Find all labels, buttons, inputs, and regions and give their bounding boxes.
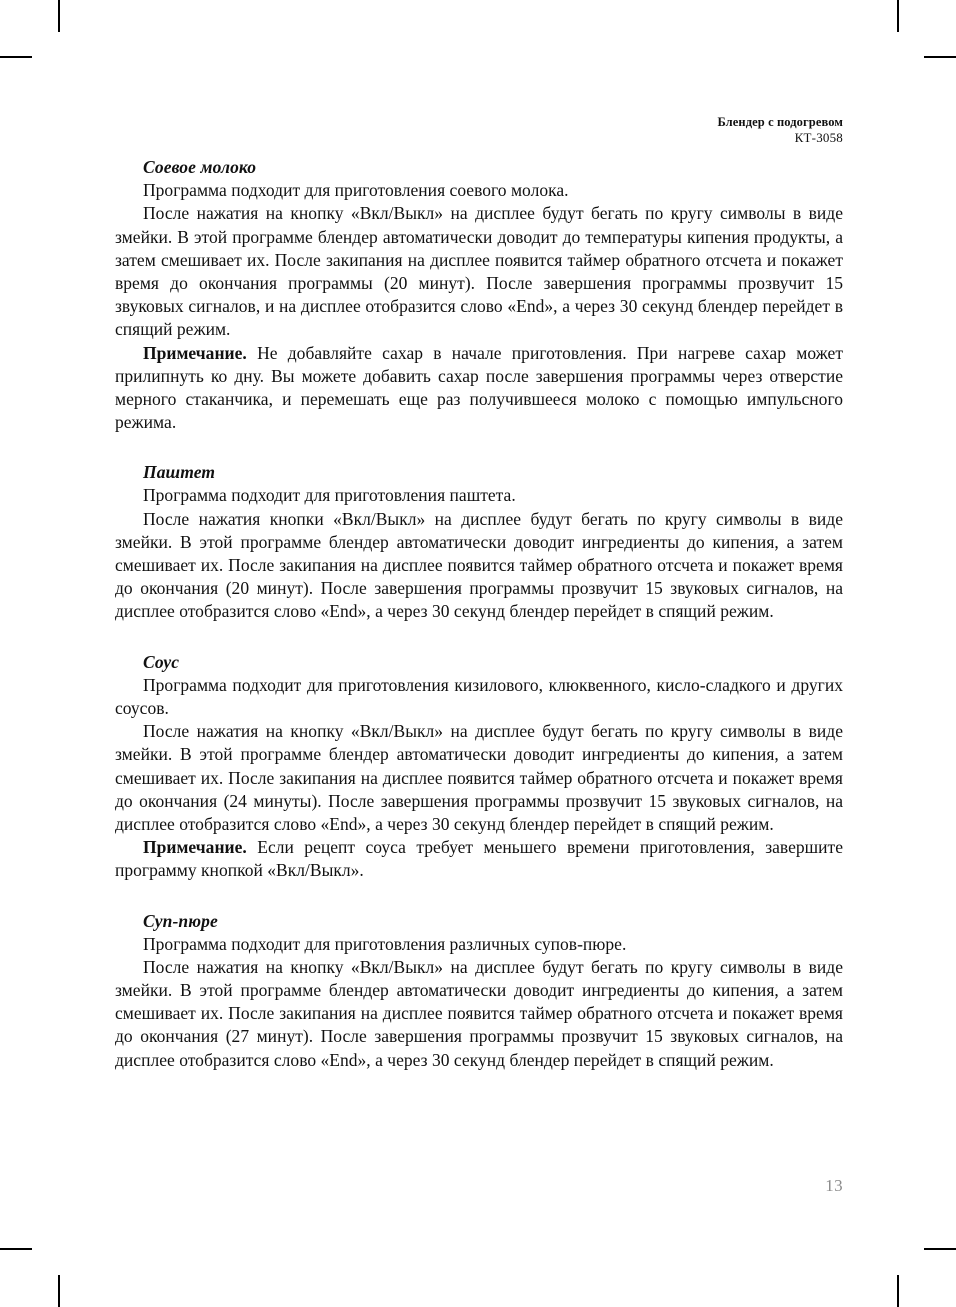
body-text-area: [115, 156, 843, 1072]
page-content: [115, 0, 843, 1307]
section-heading: Соевое молоко: [143, 157, 257, 177]
running-head: [717, 114, 843, 147]
paragraph: После нажатия на кнопку «Вкл/Выкл» на дисплее будут бегать по кругу символы в виде змейки. В этой программе блендер автоматически доводит ингредиенты до кипения, а затем смешивает их. После закипания на дисплее появится таймер обратного отсчета и покажет время до окончания (24 минуты). После завершения программы прозвучит 15 звуковых сигналов, на дисплее отобразится слово «End», а через 30 секунд блендер перейдет в спящий режим.: [115, 721, 843, 834]
paragraph: Программа подходит для приготовления паштета.: [143, 485, 516, 506]
note-label: Примечание.: [143, 342, 247, 363]
section-puree-soup: [115, 910, 843, 1072]
crop-mark-top-right-horizontal: [924, 56, 956, 58]
section-heading: Соус: [143, 651, 180, 672]
paragraph: После нажатия на кнопку «Вкл/Выкл» на дисплее будут бегать по кругу символы в виде змейки. В этой программе блендер автоматически доводит до температуры кипения продукты, а затем смешивает их. После закипания на дисплее появится таймер обратного отсчета и покажет время до окончания программы (20 минут). После завершения программы прозвучит 15 звуковых сигналов, и на дисплее отобразится слово «End», а через 30 секунд блендер перейдет в спящий режим.: [115, 203, 843, 340]
note-text: Не добавляйте сахар в начале приготовления. При нагреве сахар может прилипнуть ко дну. Вы можете добавить сахар после завершения программы через отверстие мерного стаканчика, и перемешать еще раз получившееся молоко с помощью импульсного режима.: [115, 342, 843, 433]
crop-mark-bottom-right-horizontal: [924, 1248, 956, 1250]
note-paragraph: [115, 836, 843, 882]
running-head-model: КТ-3058: [794, 130, 843, 145]
paragraph: После нажатия на кнопку «Вкл/Выкл» на дисплее будут бегать по кругу символы в виде змейки. В этой программе блендер автоматически доводит ингредиенты до кипения, а затем смешивает их. После закипания на дисплее появится таймер обратного отсчета и покажет время до окончания (27 минут). После завершения программы прозвучит 15 звуковых сигналов, на дисплее отобразится слово «End», а через 30 секунд блендер перейдет в спящий режим.: [115, 956, 843, 1070]
section-gap: [115, 624, 843, 651]
crop-mark-top-right-vertical: [897, 0, 899, 32]
running-head-title: Блендер с подогревом: [717, 115, 843, 129]
section-gap: [115, 434, 843, 461]
note-label: Примечание.: [143, 837, 247, 858]
crop-mark-top-left-vertical: [58, 0, 60, 32]
section-gap: [115, 883, 843, 910]
paragraph: Программа подходит для приготовления различных супов-пюре.: [143, 933, 627, 954]
section-soy-milk: [115, 156, 843, 434]
note-text: Если рецепт соуса требует меньшего времени приготовления, завершите программу кнопкой «Вкл/Выкл».: [115, 837, 843, 881]
section-pate: [115, 461, 843, 623]
page-number: 13: [825, 1176, 843, 1195]
paragraph: Программа подходит для приготовления кизилового, клюквенного, кисло-сладкого и других соусов.: [115, 674, 843, 718]
section-heading: Суп-пюре: [143, 910, 218, 931]
section-sauce: [115, 651, 843, 883]
crop-mark-bottom-left-vertical: [58, 1275, 60, 1307]
paragraph: Программа подходит для приготовления соевого молока.: [143, 180, 569, 201]
crop-mark-bottom-left-horizontal: [0, 1248, 32, 1250]
crop-mark-top-left-horizontal: [0, 56, 32, 58]
note-paragraph: [115, 342, 843, 435]
crop-mark-bottom-right-vertical: [897, 1275, 899, 1307]
section-heading: Паштет: [143, 462, 216, 483]
paragraph: После нажатия кнопки «Вкл/Выкл» на дисплее будут бегать по кругу символы в виде змейки. В этой программе блендер автоматически доводит ингредиенты до кипения, а затем смешивает их. После закипания на дисплее появится таймер обратного отсчета и покажет время до окончания (20 минут). После завершения программы прозвучит 15 звуковых сигналов, на дисплее отобразится слово «End», а через 30 секунд блендер перейдет в спящий режим.: [115, 508, 843, 622]
